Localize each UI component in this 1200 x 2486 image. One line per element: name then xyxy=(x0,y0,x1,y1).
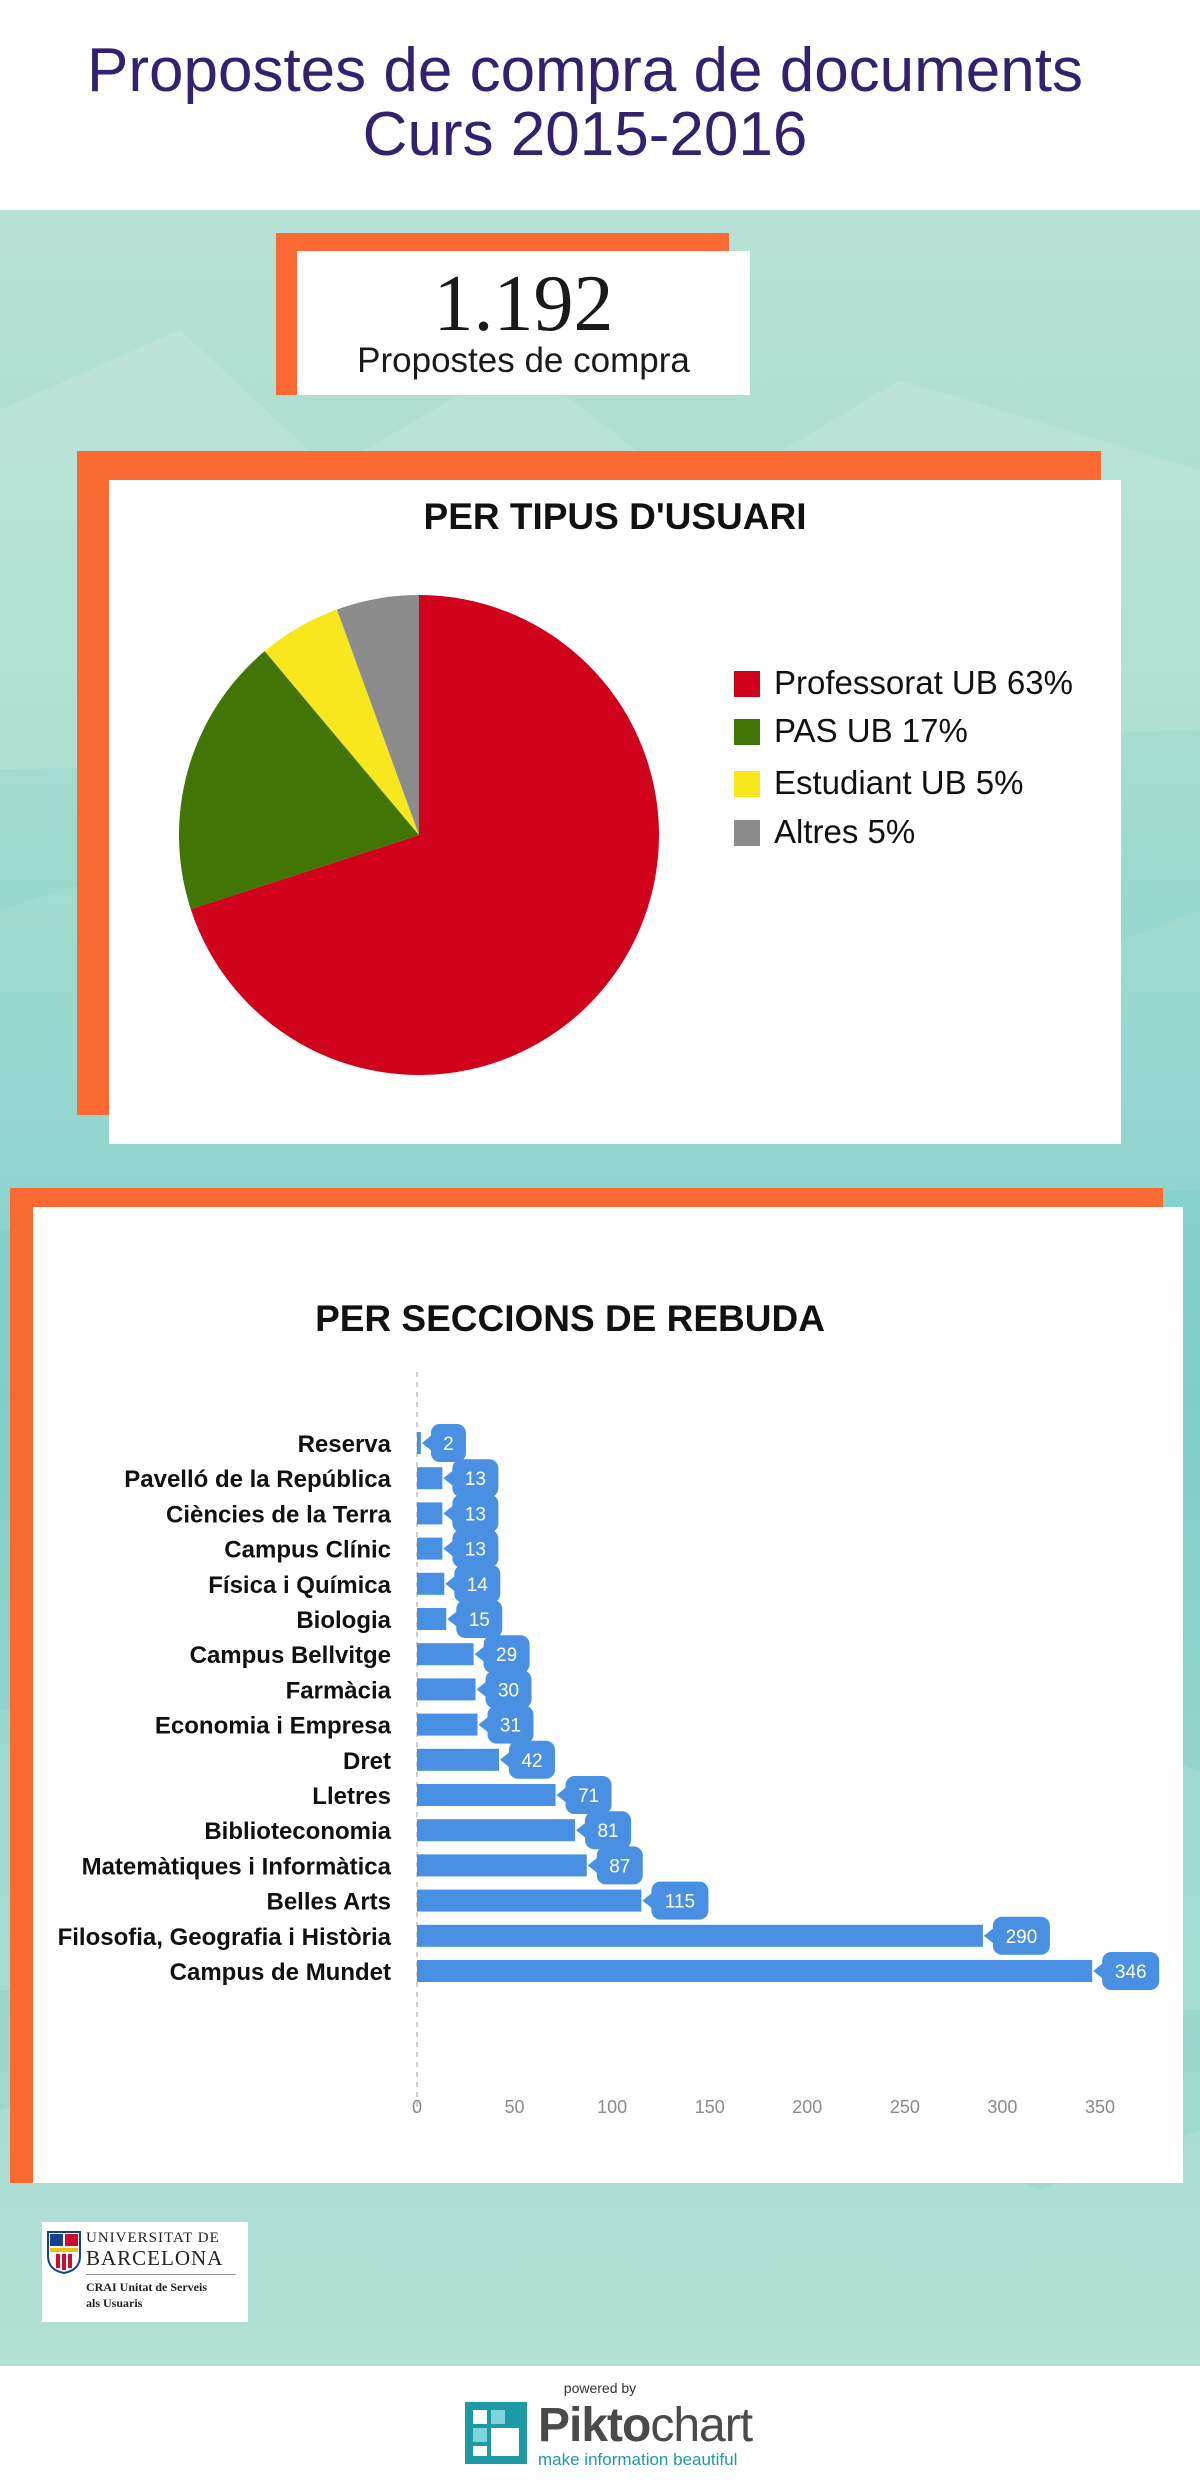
data-label-text: 13 xyxy=(464,1469,486,1491)
category-label-campus-clinic: Campus Clínic xyxy=(224,1536,391,1564)
bar-campus-de-mundet xyxy=(417,1960,1092,1982)
university-top: UNIVERSITAT DE xyxy=(86,2230,220,2246)
data-label-pointer xyxy=(642,1893,652,1909)
data-label-campus-de-mundet xyxy=(1093,1952,1159,1990)
legend-swatch xyxy=(734,671,760,697)
data-label-pointer xyxy=(984,1928,994,1944)
total-value: 1.192 xyxy=(433,260,614,348)
data-label-text: 290 xyxy=(1005,1926,1038,1948)
data-label-text: 13 xyxy=(464,1504,486,1526)
piktochart-tagline: make information beautiful xyxy=(538,2450,738,2469)
data-label-text: 71 xyxy=(577,1786,600,1807)
data-label-pointer xyxy=(443,1470,453,1486)
category-label-campus-de-mundet: Campus de Mundet xyxy=(169,1959,391,1986)
category-label-filosofia-geografia-i-historia: Filosofia, Geografia i Història xyxy=(57,1923,391,1951)
bar-campus-clinic xyxy=(417,1538,442,1560)
brand-part-a: Pikto xyxy=(538,2399,651,2452)
legend-swatch xyxy=(734,719,760,745)
data-label-reserva xyxy=(422,1424,466,1462)
total-card xyxy=(297,251,750,395)
bar-belles-arts xyxy=(417,1890,641,1912)
bar-chart-title: PER SECCIONS DE REBUDA xyxy=(315,1298,825,1339)
data-label-campus-clinic xyxy=(443,1530,498,1568)
legend-swatch xyxy=(734,820,760,846)
data-label-pointer xyxy=(557,1787,567,1803)
category-label-belles-arts: Belles Arts xyxy=(266,1888,391,1916)
category-label-lletres: Lletres xyxy=(312,1783,391,1810)
bar-chart xyxy=(33,1207,1183,2183)
bar-fisica-i-quimica xyxy=(417,1573,444,1595)
piktochart-brand xyxy=(538,2398,752,2453)
legend-swatch xyxy=(734,771,760,797)
data-label-pointer xyxy=(1093,1963,1103,1979)
brand-part-b: chart xyxy=(650,2399,753,2452)
bar-lletres xyxy=(417,1784,556,1806)
powered-by-text: powered by xyxy=(563,2380,637,2396)
x-tick-label-250: 250 xyxy=(889,2097,920,2117)
data-label-text: 346 xyxy=(1114,1962,1147,1983)
category-label-reserva: Reserva xyxy=(297,1431,391,1458)
data-label-pointer xyxy=(576,1822,586,1838)
data-label-fisica-i-quimica xyxy=(445,1565,500,1603)
data-label-pavello-de-la-republica xyxy=(443,1459,498,1497)
piktochart-logo-icon xyxy=(465,2402,527,2464)
data-label-text: 29 xyxy=(496,1645,518,1667)
data-label-pointer xyxy=(475,1646,485,1662)
bar-campus-bellvitge xyxy=(417,1643,474,1665)
data-label-text: 30 xyxy=(497,1680,520,1702)
data-label-biologia xyxy=(447,1600,502,1638)
category-label-biblioteconomia: Biblioteconomia xyxy=(204,1818,391,1846)
data-label-ciencies-de-la-terra xyxy=(443,1494,498,1532)
pie-chart-title: PER TIPUS D'USUARI xyxy=(423,496,807,537)
university-logo xyxy=(42,2222,248,2322)
data-label-economia-i-empresa xyxy=(478,1706,533,1744)
data-label-pointer xyxy=(478,1717,488,1733)
x-tick-label-150: 150 xyxy=(694,2097,725,2117)
data-label-text: 14 xyxy=(466,1574,488,1596)
data-label-pointer xyxy=(443,1505,453,1521)
legend-label: Professorat UB 63% xyxy=(774,664,1073,701)
bar-card xyxy=(33,1207,1183,2183)
data-label-text: 87 xyxy=(609,1856,631,1878)
category-label-campus-bellvitge: Campus Bellvitge xyxy=(189,1642,391,1670)
pie-chart xyxy=(159,575,679,1095)
data-label-biblioteconomia xyxy=(576,1811,631,1849)
data-label-pointer xyxy=(588,1857,598,1873)
bar-economia-i-empresa xyxy=(417,1714,477,1736)
total-label: Propostes de compra xyxy=(357,341,690,380)
bar-biologia xyxy=(417,1608,446,1630)
bar-biblioteconomia xyxy=(417,1819,575,1841)
x-tick-label-0: 0 xyxy=(411,2097,423,2117)
bar-ciencies-de-la-terra xyxy=(417,1502,442,1524)
university-shield-icon xyxy=(46,2230,82,2274)
data-label-text: 15 xyxy=(468,1610,490,1631)
pie-legend xyxy=(734,664,1114,868)
x-tick-label-200: 200 xyxy=(792,2097,823,2117)
category-label-dret: Dret xyxy=(342,1747,391,1775)
data-label-text: 13 xyxy=(464,1539,486,1561)
category-label-farmacia: Farmàcia xyxy=(285,1677,391,1705)
header xyxy=(0,0,1200,210)
category-label-fisica-i-quimica: Física i Química xyxy=(208,1571,391,1599)
bar-dret xyxy=(417,1749,499,1771)
data-label-text: 31 xyxy=(499,1715,522,1737)
unit-line2: als Usuaris xyxy=(86,2296,143,2310)
bar-matematiques-i-informatica xyxy=(417,1854,587,1876)
data-label-matematiques-i-informatica xyxy=(588,1846,643,1884)
data-label-belles-arts xyxy=(642,1882,708,1920)
data-label-text: 115 xyxy=(664,1891,696,1913)
unit-line1: CRAI Unitat de Serveis xyxy=(86,2280,207,2294)
legend-label: Altres 5% xyxy=(774,813,916,850)
bar-pavello-de-la-republica xyxy=(417,1467,442,1489)
data-label-campus-bellvitge xyxy=(475,1635,530,1673)
category-label-matematiques-i-informatica: Matemàtiques i Informàtica xyxy=(81,1853,391,1881)
data-label-pointer xyxy=(477,1681,487,1697)
data-label-pointer xyxy=(447,1611,457,1627)
data-label-filosofia-geografia-i-historia xyxy=(984,1917,1050,1955)
logo-divider xyxy=(86,2274,236,2275)
data-label-pointer xyxy=(500,1752,510,1768)
bar-reserva xyxy=(417,1432,421,1454)
data-label-dret xyxy=(500,1741,555,1779)
x-tick-label-50: 50 xyxy=(504,2097,525,2117)
page-title-line2: Curs 2015-2016 xyxy=(362,100,808,169)
university-name: BARCELONA xyxy=(86,2246,224,2270)
x-tick-label-300: 300 xyxy=(987,2097,1018,2117)
category-label-pavello-de-la-republica: Pavelló de la República xyxy=(124,1466,391,1494)
category-label-economia-i-empresa: Economia i Empresa xyxy=(154,1712,391,1740)
category-label-biologia: Biologia xyxy=(296,1607,391,1634)
bar-farmacia xyxy=(417,1678,476,1700)
data-label-pointer xyxy=(445,1576,455,1592)
data-label-text: 81 xyxy=(597,1821,619,1843)
data-label-pointer xyxy=(443,1541,453,1557)
legend-label: PAS UB 17% xyxy=(774,712,968,749)
x-tick-label-350: 350 xyxy=(1084,2097,1116,2117)
bar-filosofia-geografia-i-historia xyxy=(417,1925,983,1947)
data-label-text: 2 xyxy=(443,1434,454,1455)
data-label-lletres xyxy=(557,1776,612,1814)
legend-label: Estudiant UB 5% xyxy=(774,764,1024,801)
x-tick-label-100: 100 xyxy=(597,2097,628,2117)
category-label-ciencies-de-la-terra: Ciències de la Terra xyxy=(166,1501,391,1529)
data-label-farmacia xyxy=(477,1670,532,1708)
data-label-text: 42 xyxy=(521,1750,543,1772)
page-title-line1: Propostes de compra de documents xyxy=(87,36,1083,105)
data-label-pointer xyxy=(422,1435,432,1451)
pie-card xyxy=(109,480,1121,1144)
